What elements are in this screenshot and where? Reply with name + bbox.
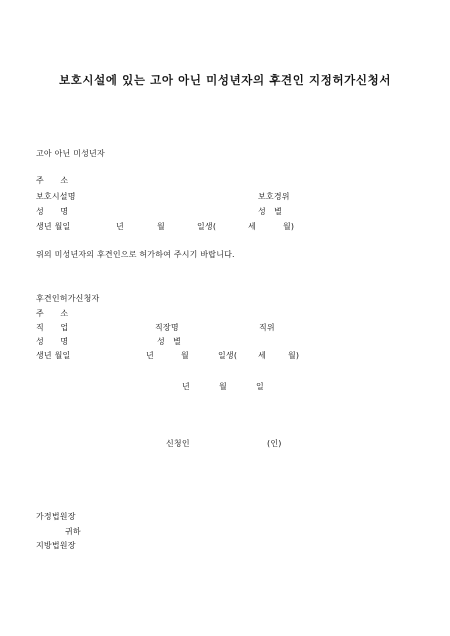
minor-birth-label: 생년 월일 [36, 222, 71, 231]
applicant-sex-label: 성 별 [157, 337, 182, 346]
applicant-birth-year: 년 [146, 351, 154, 360]
applicant-job-label: 직 업 [36, 323, 69, 332]
applicant-birth-day: 일생( [218, 351, 238, 360]
date-year: 년 [182, 382, 190, 391]
applicant-signature-label: 신청인 [166, 439, 190, 448]
minor-birth-month: 월 [157, 222, 165, 231]
minor-name-label: 성 명 [36, 207, 69, 216]
seal-mark: (인) [267, 439, 282, 448]
request-sentence: 위의 미성년자의 후견인으로 허가하여 주시기 바랍니다. [36, 250, 235, 259]
minor-address-label: 주 소 [36, 176, 69, 185]
recipient-family-court: 가정법원장 [36, 512, 76, 521]
minor-sex-label: 성 별 [258, 207, 283, 216]
document-title: 보호시설에 있는 고아 아닌 미성년자의 후견인 지정허가신청서 [58, 73, 392, 87]
recipient-honorific: 귀하 [65, 527, 81, 536]
date-month: 월 [219, 382, 227, 391]
minor-birth-year: 년 [116, 222, 124, 231]
applicant-name-label: 성 명 [36, 337, 69, 346]
applicant-workplace-label: 직장명 [155, 323, 179, 332]
minor-birth-day: 일생( [197, 222, 217, 231]
applicant-address-label: 주 소 [36, 309, 69, 318]
applicant-birth-label: 생년 월일 [36, 351, 71, 360]
minor-guardian-duty-label: 보호경위 [258, 192, 290, 201]
applicant-age-unit: 세 [258, 351, 266, 360]
minor-age-close: 월) [283, 222, 295, 231]
minor-section-heading: 고아 아닌 미성년자 [36, 149, 105, 158]
applicant-age-close: 월) [288, 351, 300, 360]
minor-age-unit: 세 [248, 222, 256, 231]
applicant-birth-month: 월 [181, 351, 189, 360]
minor-facility-label: 보호시설명 [36, 192, 76, 201]
applicant-section-heading: 후견인허가신청자 [36, 294, 100, 303]
recipient-district-court: 지방법원장 [36, 541, 76, 550]
applicant-position-label: 직위 [259, 323, 275, 332]
date-day: 일 [256, 382, 264, 391]
